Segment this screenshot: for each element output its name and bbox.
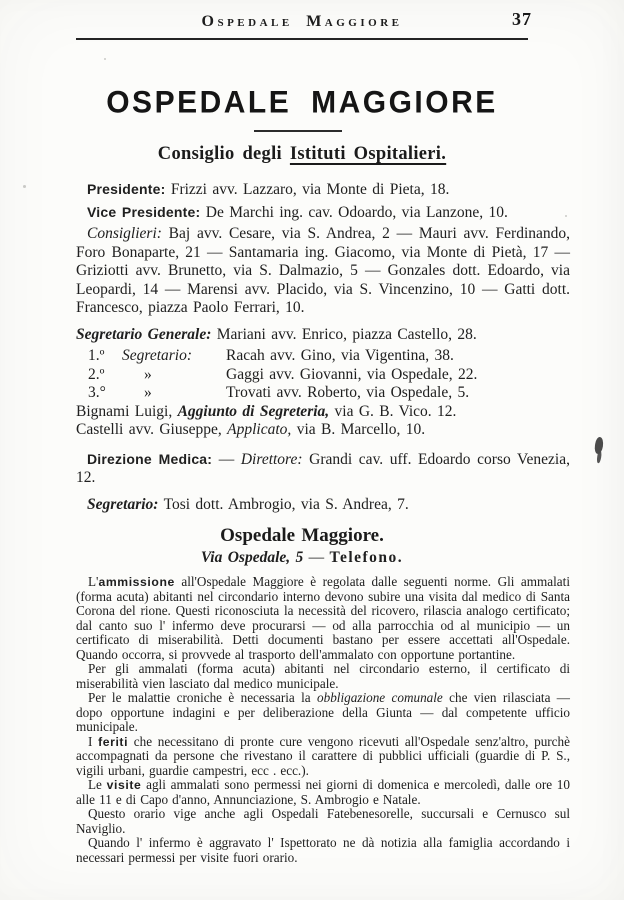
entry-direttore-label: Direttore: <box>240 450 303 468</box>
entry-direzione-medica <box>76 450 570 488</box>
entry-vice-presidente <box>76 203 570 223</box>
rule-paragraph-external-district: Per gli ammalati (forma acuta) abitanti nel circondario esterno, il certificato di miserabilità vien lasciato dal medico municipale. <box>76 661 570 691</box>
entry-segretario-generale-label: Segretario Generale: <box>76 325 212 343</box>
entry-segretario-1 <box>76 347 570 366</box>
segretario-2-number: 2.º <box>88 365 105 383</box>
segretario-3-text: Trovati avv. Roberto, via Ospedale, 5. <box>226 384 470 401</box>
council-heading-prefix: Consiglio degli <box>157 144 290 164</box>
entry-castelli-address: via B. Marcello, 10. <box>291 421 426 438</box>
entry-segretario-direzione-text: Tosi dott. Ambrogio, via S. Andrea, 7. <box>158 495 409 513</box>
rule-paragraph-injured <box>76 735 570 779</box>
segretario-3-ditto-mark: » <box>144 384 152 401</box>
p4-keyword-feriti: feriti <box>98 734 129 749</box>
entry-castelli <box>76 421 570 440</box>
p1-pre: L' <box>88 574 99 589</box>
p5-keyword-visite: visite <box>106 778 142 792</box>
entry-consiglieri-label: Consiglieri: <box>87 225 162 242</box>
segretario-1-number: 1.º <box>88 347 105 364</box>
segretario-1-text: Racah avv. Gino, via Vigentina, 38. <box>226 347 454 364</box>
entry-castelli-name: Castelli avv. Giuseppe, <box>76 421 228 438</box>
page-header <box>76 9 532 40</box>
entry-presidente <box>76 180 570 200</box>
council-list <box>76 180 570 865</box>
p3-pre: Per le malattie croniche è necessaria la <box>88 690 318 705</box>
entry-presidente-label: Presidente: <box>87 181 166 197</box>
p1-text: all'Ospedale Maggiore è regolata dalle seguenti norme. Gli ammalati (forma acuta) abitanti nel circondario interno devono subire una visita dal medico di Santa Corona del rione. Questi riconosciuta la necessità del ricovero, rilascia analogo certificato; dal canto suo l' infermo deve procurarsi — od alla parrocchia od al municipio — un certificato di miserabilità. Detti documenti bastano per essere accettati all'Ospedale. Quando occorra, si provvede al trasporto dell'ammalato con opportune portantine. <box>76 574 570 662</box>
entry-segretario-generale-text: Mariani avv. Enrico, piazza Castello, 28. <box>211 325 477 343</box>
entry-segretario-direzione-label: Segretario: <box>87 495 159 513</box>
p3-keyword-obbligazione: obbligazione comunale <box>317 690 443 705</box>
entry-segretario-2 <box>76 366 570 385</box>
entry-segretario-3 <box>76 384 570 403</box>
segretario-1-label: Segretario: <box>122 347 193 364</box>
hospital-address-dash: — <box>303 548 330 566</box>
running-header: Ospedale Maggiore <box>201 13 403 30</box>
segretario-2-text: Gaggi avv. Giovanni, via Ospedale, 22. <box>226 365 478 383</box>
p1-keyword-ammissione: ammissione <box>98 575 175 589</box>
council-heading <box>76 144 528 165</box>
p5-text: agli ammalati sono permessi nei giorni di domenica e mercoledì, dalle ore 10 alle 11 e di Capo d'anno, Annunciazione, S. Ambrogio e Natale. <box>76 777 570 807</box>
entry-segretario-generale <box>76 326 570 345</box>
entry-consiglieri <box>76 225 570 318</box>
scan-speck <box>565 215 567 217</box>
p4-text: che necessitano di pronte cure vengono ricevuti all'Ospedale senz'altro, purchè accompagnati da persone che rivestano il carattere di pubblici ufficiali (guardie di P. S., vigili urbani, guardie campestri, ecc . ecc.). <box>76 733 570 778</box>
rule-paragraph-chronic <box>76 691 570 735</box>
entry-bignami-address: via G. B. Vico. 12. <box>329 402 457 420</box>
scan-speck <box>23 185 26 188</box>
rule-paragraph-schedule: Questo orario vige anche agli Ospedali Fatebenesorelle, succursali e Cernusco sul Naviglio. <box>76 806 570 836</box>
rule-paragraph-admission <box>76 575 570 662</box>
entry-direzione-medica-dash: — <box>212 450 241 468</box>
entry-presidente-text: Frizzi avv. Lazzaro, via Monte di Pieta, 18. <box>165 181 450 198</box>
ink-smudge-artifact <box>594 436 605 454</box>
hospital-address-line <box>76 549 528 568</box>
hospital-address: Via Ospedale, 5 <box>200 548 304 566</box>
entry-bignami-role: Aggiunto di Segreteria, <box>177 402 330 420</box>
entry-segretario-direzione <box>76 496 570 515</box>
rule-paragraph-emergency-visits: Quando l' infermo è aggravato l' Ispettorato ne dà notizia alla famiglia accordando i necessari permessi per visite fuori orario. <box>76 835 570 865</box>
rule-paragraph-visits <box>76 778 570 807</box>
segretario-2-ditto-mark: » <box>144 365 152 383</box>
entry-direzione-medica-label: Direzione Medica: <box>87 450 213 467</box>
entry-castelli-role: Applicato, <box>227 421 292 438</box>
entry-vice-presidente-text: De Marchi ing. cav. Odoardo, via Lanzone, 10. <box>200 203 508 221</box>
admission-rules <box>76 575 570 865</box>
scan-speck <box>104 58 106 60</box>
p5-pre: Le <box>88 777 107 792</box>
hospital-heading: Ospedale Maggiore. <box>220 525 384 546</box>
p4-pre: I <box>88 733 99 749</box>
hospital-telephone-label: Telefono. <box>329 548 404 566</box>
title-divider <box>254 130 342 132</box>
entry-consiglieri-text: Baj avv. Cesare, via S. Andrea, 2 — Mauri avv. Ferdinando, Foro Bonaparte, 21 — Santamaria ing. Giacomo, via Monte di Pietà, 17 — Griziotti avv. Brunetto, via S. Dalmazio, 5 — Gonzales dott. Edoardo, via Leopardi, 14 — Marensi avv. Placido, via S. Vincenzino, 10 — Gatti dott. Francesco, piazza Paolo Ferrari, 10. <box>76 225 570 316</box>
entry-direzione-medica-text: Grandi cav. uff. Edoardo corso Venezia, 12. <box>76 450 570 486</box>
council-heading-underlined: Istituti Ospitalieri. <box>289 144 447 164</box>
segretario-3-number: 3.° <box>88 384 106 401</box>
p3-text: che vien rilasciata — dopo opportune indagini e per deliberazione della Giunta — dal competente ufficio municipale. <box>76 690 570 734</box>
entry-vice-presidente-label: Vice Presidente: <box>87 203 201 220</box>
page-number: 37 <box>512 9 532 29</box>
entry-bignami <box>76 403 570 422</box>
main-title: OSPEDALE MAGGIORE <box>106 85 498 120</box>
entry-bignami-name: Bignami Luigi, <box>76 402 178 420</box>
